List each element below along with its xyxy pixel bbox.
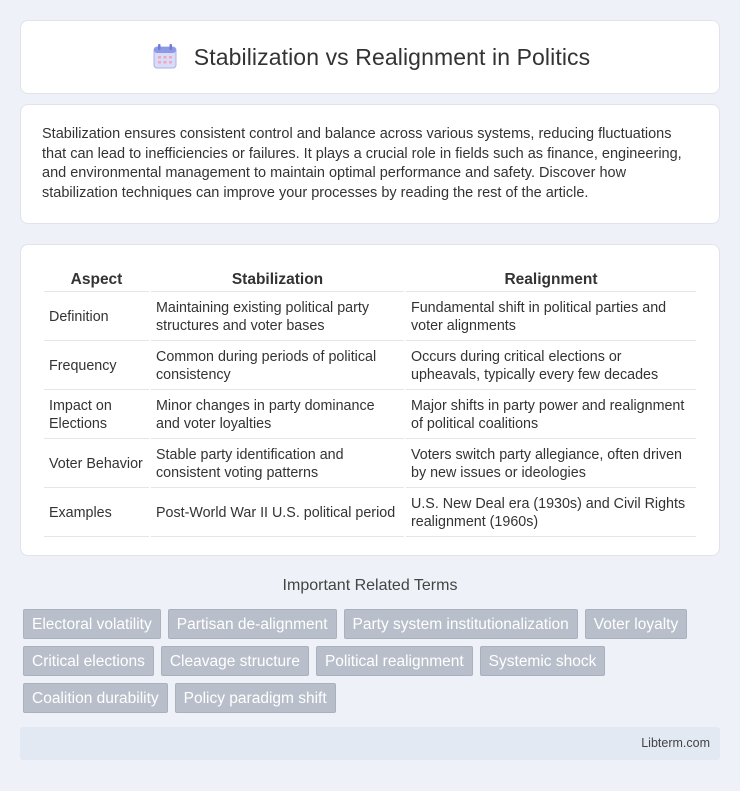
column-header-stabilization: Stabilization: [151, 268, 404, 292]
row-realignment-cell: Major shifts in party power and realignment of political coalitions: [406, 392, 696, 439]
row-aspect-cell: Frequency: [44, 343, 149, 390]
table-row: [44, 343, 696, 390]
comparison-table: [42, 266, 698, 539]
footer: [20, 727, 720, 760]
title-wrap: [150, 42, 590, 72]
row-stabilization-cell: Maintaining existing political party structures and voter bases: [151, 294, 404, 341]
row-aspect-cell: Impact on Elections: [44, 392, 149, 439]
table-row: [44, 490, 696, 537]
row-aspect-cell: Voter Behavior: [44, 441, 149, 488]
related-term-tag[interactable]: Cleavage structure: [161, 646, 309, 676]
related-term-tag[interactable]: Political realignment: [316, 646, 473, 676]
related-terms-title: Important Related Terms: [282, 577, 458, 594]
row-stabilization-cell: Post-World War II U.S. political period: [151, 490, 404, 537]
row-realignment-cell: Fundamental shift in political parties and voter alignments: [406, 294, 696, 341]
comparison-table-card: [20, 244, 720, 556]
related-term-tag[interactable]: Critical elections: [23, 646, 154, 676]
header-card: [20, 20, 720, 94]
related-term-tag[interactable]: Voter loyalty: [585, 609, 687, 639]
related-term-tag[interactable]: Systemic shock: [480, 646, 606, 676]
related-terms-list: [23, 609, 723, 713]
row-realignment-cell: U.S. New Deal era (1930s) and Civil Rights realignment (1960s): [406, 490, 696, 537]
table-row: [44, 392, 696, 439]
row-stabilization-cell: Common during periods of political consistency: [151, 343, 404, 390]
intro-card: [20, 104, 720, 224]
row-stabilization-cell: Stable party identification and consistent voting patterns: [151, 441, 404, 488]
column-header-realignment: Realignment: [406, 268, 696, 292]
column-header-aspect: Aspect: [44, 268, 149, 292]
intro-paragraph: Stabilization ensures consistent control and balance across various systems, reducing fluctuations that can lead to inefficiencies or failures. It plays a crucial role in fields such as finance, engineering, and environmental management to maintain optimal performance and safety. Discover how stabilization techniques can improve your processes by reading the rest of the article.: [42, 126, 682, 201]
table-row: [44, 294, 696, 341]
page-title: Stabilization vs Realignment in Politics: [193, 43, 591, 70]
table-row: [44, 441, 696, 488]
related-term-tag[interactable]: Party system institutionalization: [344, 609, 578, 639]
related-term-tag[interactable]: Coalition durability: [23, 683, 168, 713]
table-header-row: [44, 268, 696, 292]
row-realignment-cell: Voters switch party allegiance, often driven by new issues or ideologies: [406, 441, 696, 488]
row-aspect-cell: Examples: [44, 490, 149, 537]
row-aspect-cell: Definition: [44, 294, 149, 341]
related-term-tag[interactable]: Policy paradigm shift: [175, 683, 336, 713]
row-stabilization-cell: Minor changes in party dominance and voter loyalties: [151, 392, 404, 439]
related-term-tag[interactable]: Partisan de-alignment: [168, 609, 337, 639]
related-term-tag[interactable]: Electoral volatility: [23, 609, 161, 639]
row-realignment-cell: Occurs during critical elections or upheavals, typically every few decades: [406, 343, 696, 390]
footer-site-link[interactable]: Libterm.com: [641, 736, 710, 750]
calendar-icon: [150, 42, 180, 72]
